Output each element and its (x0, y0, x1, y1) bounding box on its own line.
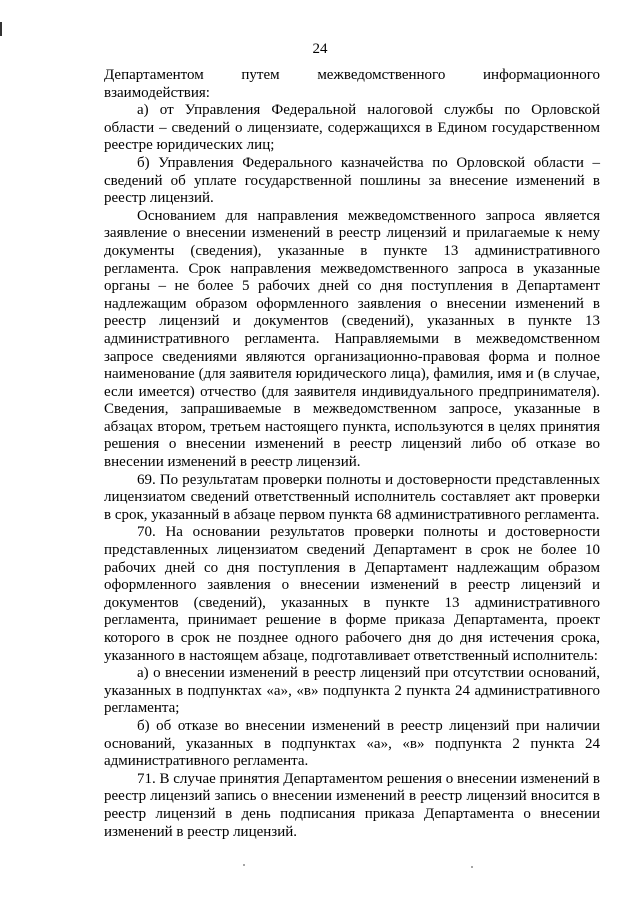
paragraph: б) об отказе во внесении изменений в реестр лицензий при наличии оснований, указанных в подпунктах «а», «в» подпункта 2 пункта 24 административного регламента. (104, 717, 600, 770)
paragraph: 69. По результатам проверки полноты и достоверности представленных лицензиатом сведений ответственный исполнитель составляет акт проверки в срок, указанный в абзаце первом пункта 68 административного регламента. (104, 471, 600, 523)
paragraph: Департаментом путем межведомственного информационного взаимодействия: (104, 67, 600, 101)
scan-edge-mark (0, 22, 2, 36)
paragraph: а) о внесении изменений в реестр лицензий при отсутствии оснований, указанных в подпунктах «а», «в» подпункта 2 пункта 24 административного регламента; (104, 665, 600, 717)
paragraph: 71. В случае принятия Департаментом решения о внесении изменений в реестр лицензий запись о внесении изменений в реестр лицензий вносится в реестр лицензий в день подписания приказа Департамента о внесении изменений в реестр лицензий. (104, 770, 600, 840)
paragraph: 70. На основании результатов проверки полноты и достоверности представленных лицензиатом сведений Департамент в срок не более 10 рабочих дней со дня поступления в Департамент надлежащим образом оформленного заявления о внесении изменений в реестр лицензий и документов (сведений), указанных в пункте 13 административного регламента, принимает решение в форме приказа Департамента, проект которого в срок не позднее одного рабочего дня до дня истечения срока, указанного в настоящем абзаце, подготавливает ответственный исполнитель: (104, 524, 600, 664)
paragraph: Основанием для направления межведомственного запроса является заявление о внесении изменений в реестр лицензий и прилагаемые к нему документы (сведения), указанные в пункте 13 административного регламента. Срок направления межведомственного запроса в указанные органы – не более 5 рабочих дней со дня поступления в Департамент надлежащим образом оформленного заявления о внесении изменений в реестр лицензий и документов (сведений), указанных в пункте 13 административного регламента. Направляемыми в межведомственном запросе сведениями являются организационно-правовая форма и полное наименование (для заявителя юридического лица), фамилия, имя и (в случае, если имеется) отчество (для заявителя индивидуального предпринимателя). Сведения, запрашиваемые в межведомственном запросе, указанные в абзацах втором, третьем настоящего пункта, используются в целях принятия решения о внесении изменений в реестр лицензий либо об отказе во внесении изменений в реестр лицензий. (104, 207, 600, 471)
document-body (104, 67, 600, 841)
scan-speck (471, 866, 473, 868)
page-number: 24 (312, 41, 328, 57)
scan-speck (243, 864, 245, 866)
paragraph: а) от Управления Федеральной налоговой службы по Орловской области – сведений о лицензиате, содержащихся в Едином государственном реестре юридических лиц; (104, 102, 600, 154)
paragraph: б) Управления Федерального казначейства по Орловской области – сведений об уплате государственной пошлины за внесение изменений в реестр лицензий. (104, 154, 600, 207)
